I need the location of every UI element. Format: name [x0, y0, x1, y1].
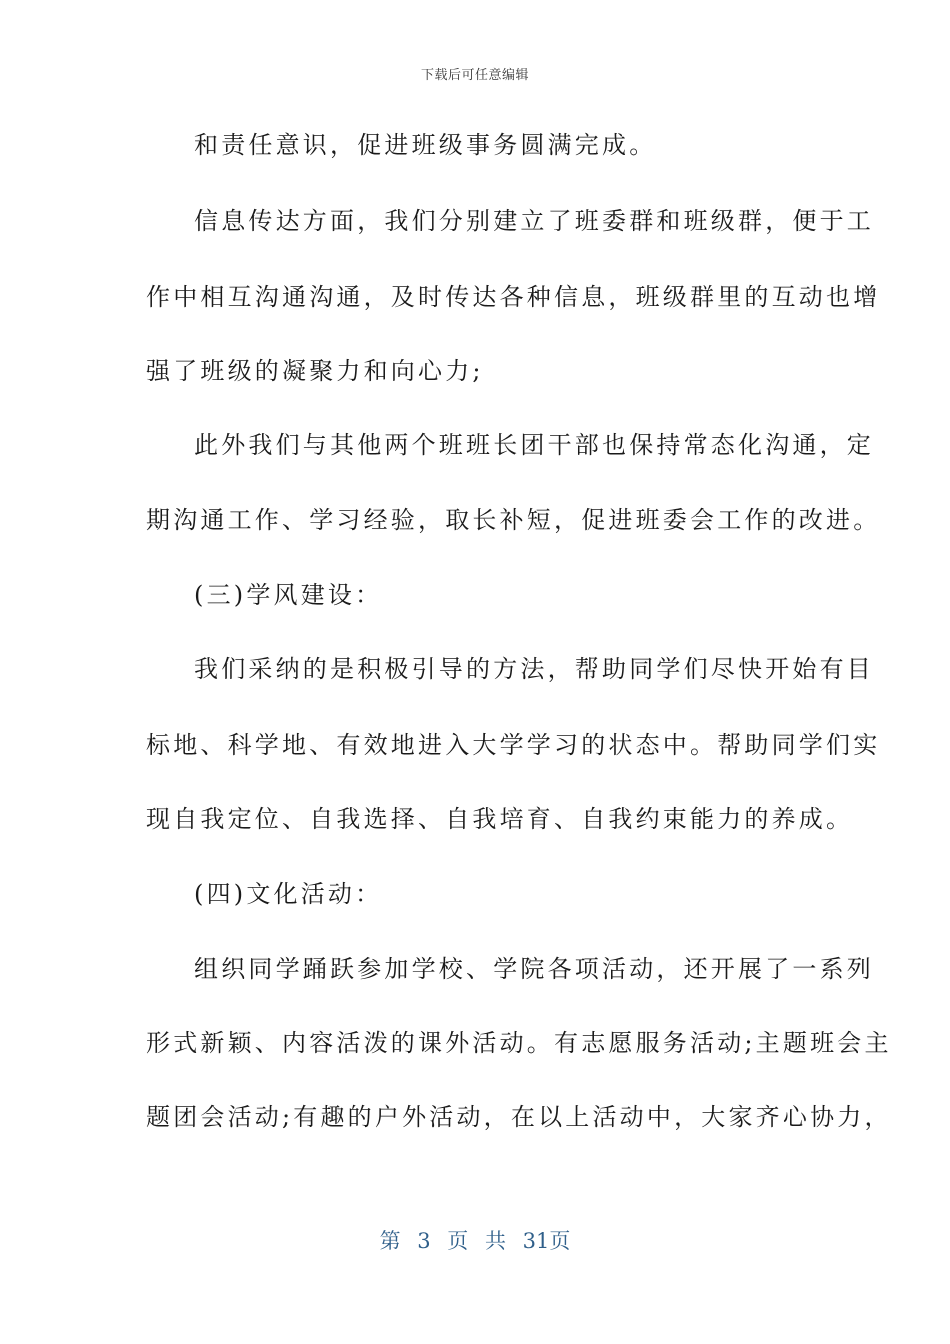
- section-heading-4: (四)文化活动：: [194, 880, 383, 908]
- body-line-9: 标地、科学地、有效地进入大学学习的状态中。帮助同学们实: [146, 731, 881, 759]
- body-line-3: 作中相互沟通沟通，及时传达各种信息，班级群里的互动也增: [146, 283, 881, 311]
- body-line-4: 强了班级的凝聚力和向心力;: [146, 357, 484, 385]
- body-line-10: 现自我定位、自我选择、自我培育、自我约束能力的养成。: [146, 805, 854, 833]
- document-header-note: 下载后可任意编辑: [420, 68, 529, 83]
- body-line-8: 我们采纳的是积极引导的方法，帮助同学们尽快开始有目: [194, 655, 874, 683]
- page-number-footer: 第 3 页 共 31页: [379, 1229, 571, 1253]
- body-line-6: 期沟通工作、学习经验，取长补短，促进班委会工作的改进。: [146, 506, 881, 534]
- body-line-12: 组织同学踊跃参加学校、学院各项活动，还开展了一系列: [194, 955, 874, 983]
- body-line-5: 此外我们与其他两个班班长团干部也保持常态化沟通，定: [194, 431, 874, 459]
- body-line-13: 形式新颖、内容活泼的课外活动。有志愿服务活动;主题班会主: [146, 1029, 892, 1057]
- body-line-2: 信息传达方面，我们分别建立了班委群和班级群，便于工: [194, 207, 874, 235]
- section-heading-3: (三)学风建设：: [194, 581, 383, 609]
- body-line-14: 题团会活动;有趣的户外活动，在以上活动中，大家齐心协力，: [146, 1103, 892, 1131]
- body-line-1: 和责任意识，促进班级事务圆满完成。: [194, 131, 657, 159]
